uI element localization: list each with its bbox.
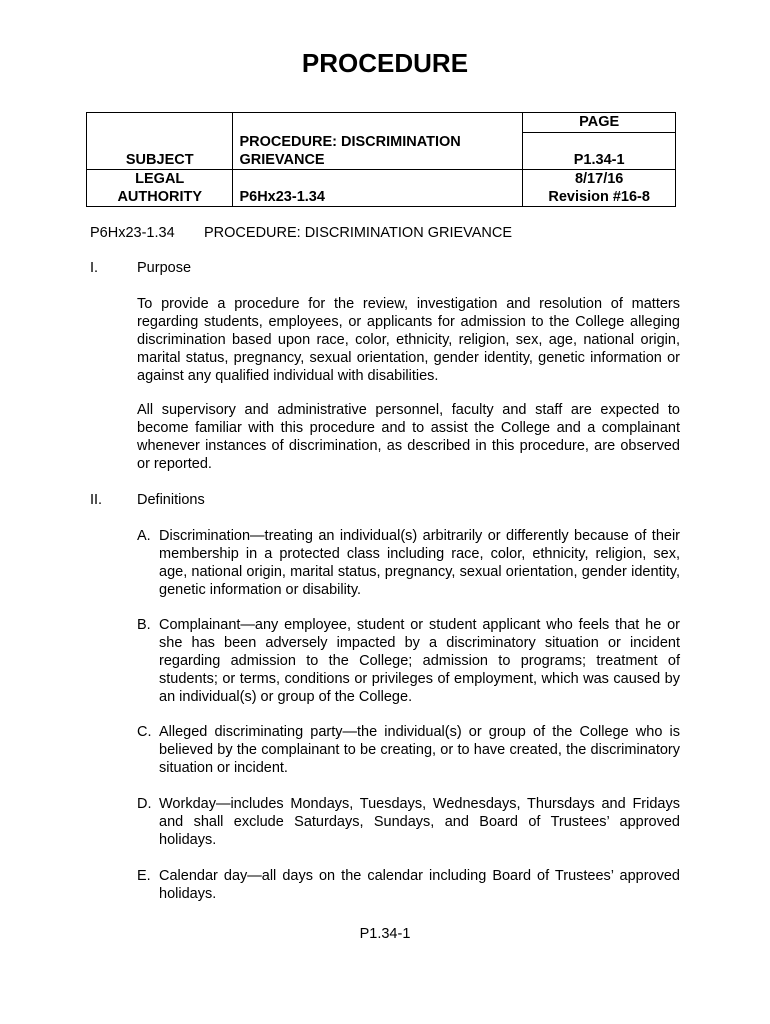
definition-item [137,795,680,849]
page-footer-number: P1.34-1 [359,926,411,942]
doc-code: P6Hx23-1.34 [90,225,175,241]
page-value: P1.34-1 [573,152,625,168]
definition-text: Complainant—any employee, student or student applicant who feels that he or she has been adversely impacted by a discriminatory situation or incident regarding admission to the College; admission to programs; treatment of students; or terms, conditions or privileges of employment, which was caused by an individual(s) or group of the College. [159,617,680,705]
definition-label: D. [137,796,152,812]
definition-text: Calendar day—all days on the calendar including Board of Trustees’ approved holidays. [159,868,680,902]
definition-item [137,723,680,777]
definition-item [137,867,680,903]
revision-date: 8/17/16 [574,171,624,187]
section-numeral-purpose: I. [90,260,99,276]
section-numeral-definitions: II. [90,492,103,508]
section-heading-definitions: Definitions [137,492,205,508]
subject-value: PROCEDURE: DISCRIMINATION GRIEVANCE [233,113,523,170]
definition-label: C. [137,724,152,740]
date-revision-cell [523,170,676,207]
definition-text: Discrimination—treating an individual(s) arbitrarily or differently because of their membership in a protected class including race, color, ethnicity, religion, sex, age, national origin, marital status, pregnancy, sexual orientation, gender identity, genetic information or disability. [159,528,680,598]
subject-label: SUBJECT [87,113,233,170]
definition-label: E. [137,868,151,884]
legal-authority-value: P6Hx23-1.34 [233,170,523,207]
legal-authority-label: LEGAL AUTHORITY [87,170,233,207]
revision-number: Revision #16-8 [548,189,650,205]
page-cell [523,113,676,170]
doc-title: PROCEDURE: DISCRIMINATION GRIEVANCE [204,225,513,241]
definition-label: A. [137,528,151,544]
definition-item [137,616,680,706]
purpose-paragraph-1: To provide a procedure for the review, investigation and resolution of matters regarding students, employees, or applicants for admission to the College alleging discrimination based upon race, color, ethnicity, religion, sex, age, national origin, marital status, pregnancy, sexual orientation, gender identity, genetic information or against any qualified individual with disabilities. [137,296,680,384]
definition-text: Alleged discriminating party—the individual(s) or group of the College who is believed by the complainant to be creating, or to have created, the discriminatory situation or incident. [159,724,680,776]
page-label: PAGE [523,113,675,133]
definition-label: B. [137,617,151,633]
header-table [86,112,676,207]
purpose-paragraph-2: All supervisory and administrative personnel, faculty and staff are expected to become familiar with this procedure and to assist the College and a complainant whenever instances of discrimination, as described in this procedure, are observed or reported. [137,402,680,472]
page-title: PROCEDURE [301,48,469,78]
definition-item [137,527,680,599]
section-heading-purpose: Purpose [137,260,192,276]
definition-text: Workday—includes Mondays, Tuesdays, Wednesdays, Thursdays and Fridays and shall exclude Saturdays, Sundays, and Board of Trustees’ approved holidays. [159,796,680,848]
